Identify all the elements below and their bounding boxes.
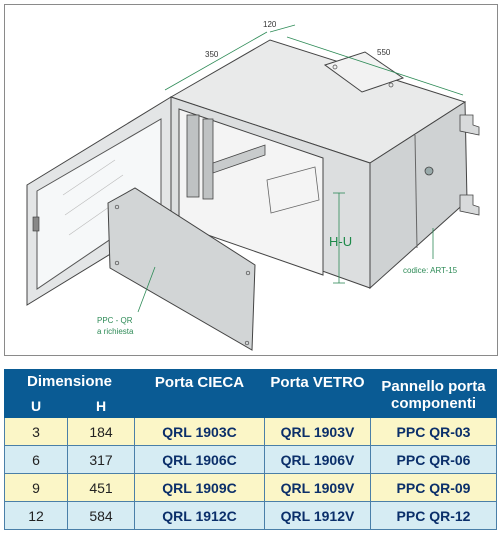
rack-rail xyxy=(203,119,213,199)
cell-pannello: PPC QR-09 xyxy=(371,474,497,502)
cell-u: 6 xyxy=(5,446,68,474)
header-pannello-line1: Pannello porta xyxy=(381,377,486,395)
spec-table xyxy=(4,369,497,530)
dim-label-550: 550 xyxy=(377,48,391,57)
header-porta-cieca: Porta CIECA xyxy=(135,370,265,418)
lock-icon xyxy=(425,167,433,175)
cell-porta-vetro: QRL 1912V xyxy=(265,502,371,530)
cell-h: 451 xyxy=(68,474,135,502)
header-u: U xyxy=(5,394,68,418)
header-pannello-line2: componenti xyxy=(391,394,476,412)
cell-porta-cieca: QRL 1906C xyxy=(135,446,265,474)
cell-h: 584 xyxy=(68,502,135,530)
cell-h: 184 xyxy=(68,418,135,446)
cell-pannello: PPC QR-03 xyxy=(371,418,497,446)
dim-label-hu: H-U xyxy=(329,234,353,249)
wall-bracket xyxy=(460,195,479,215)
ppc-label-line1: PPC - QR xyxy=(97,316,133,325)
cabinet-illustration xyxy=(5,5,497,355)
dim-label-120: 120 xyxy=(263,20,277,29)
header-dimensione: Dimensione xyxy=(5,370,135,394)
header-porta-vetro: Porta VETRO xyxy=(265,370,371,418)
codice-label: codice: ART-15 xyxy=(403,266,458,275)
cell-u: 12 xyxy=(5,502,68,530)
technical-drawing xyxy=(4,4,498,356)
cell-porta-vetro: QRL 1906V xyxy=(265,446,371,474)
table-row xyxy=(5,418,497,446)
cell-porta-cieca: QRL 1903C xyxy=(135,418,265,446)
table-row xyxy=(5,474,497,502)
wall-bracket xyxy=(460,115,479,135)
cell-porta-cieca: QRL 1912C xyxy=(135,502,265,530)
cell-h: 317 xyxy=(68,446,135,474)
rack-rail xyxy=(187,115,199,197)
door-handle xyxy=(33,217,39,231)
ppc-label-line2: a richiesta xyxy=(97,327,134,336)
dim-label-350: 350 xyxy=(205,50,219,59)
header-h: H xyxy=(68,394,135,418)
cell-porta-vetro: QRL 1903V xyxy=(265,418,371,446)
header-pannello xyxy=(371,370,497,418)
cell-porta-cieca: QRL 1909C xyxy=(135,474,265,502)
cell-u: 9 xyxy=(5,474,68,502)
cell-pannello: PPC QR-06 xyxy=(371,446,497,474)
cell-porta-vetro: QRL 1909V xyxy=(265,474,371,502)
table-row xyxy=(5,446,497,474)
cell-pannello: PPC QR-12 xyxy=(371,502,497,530)
cell-u: 3 xyxy=(5,418,68,446)
table-row xyxy=(5,502,497,530)
